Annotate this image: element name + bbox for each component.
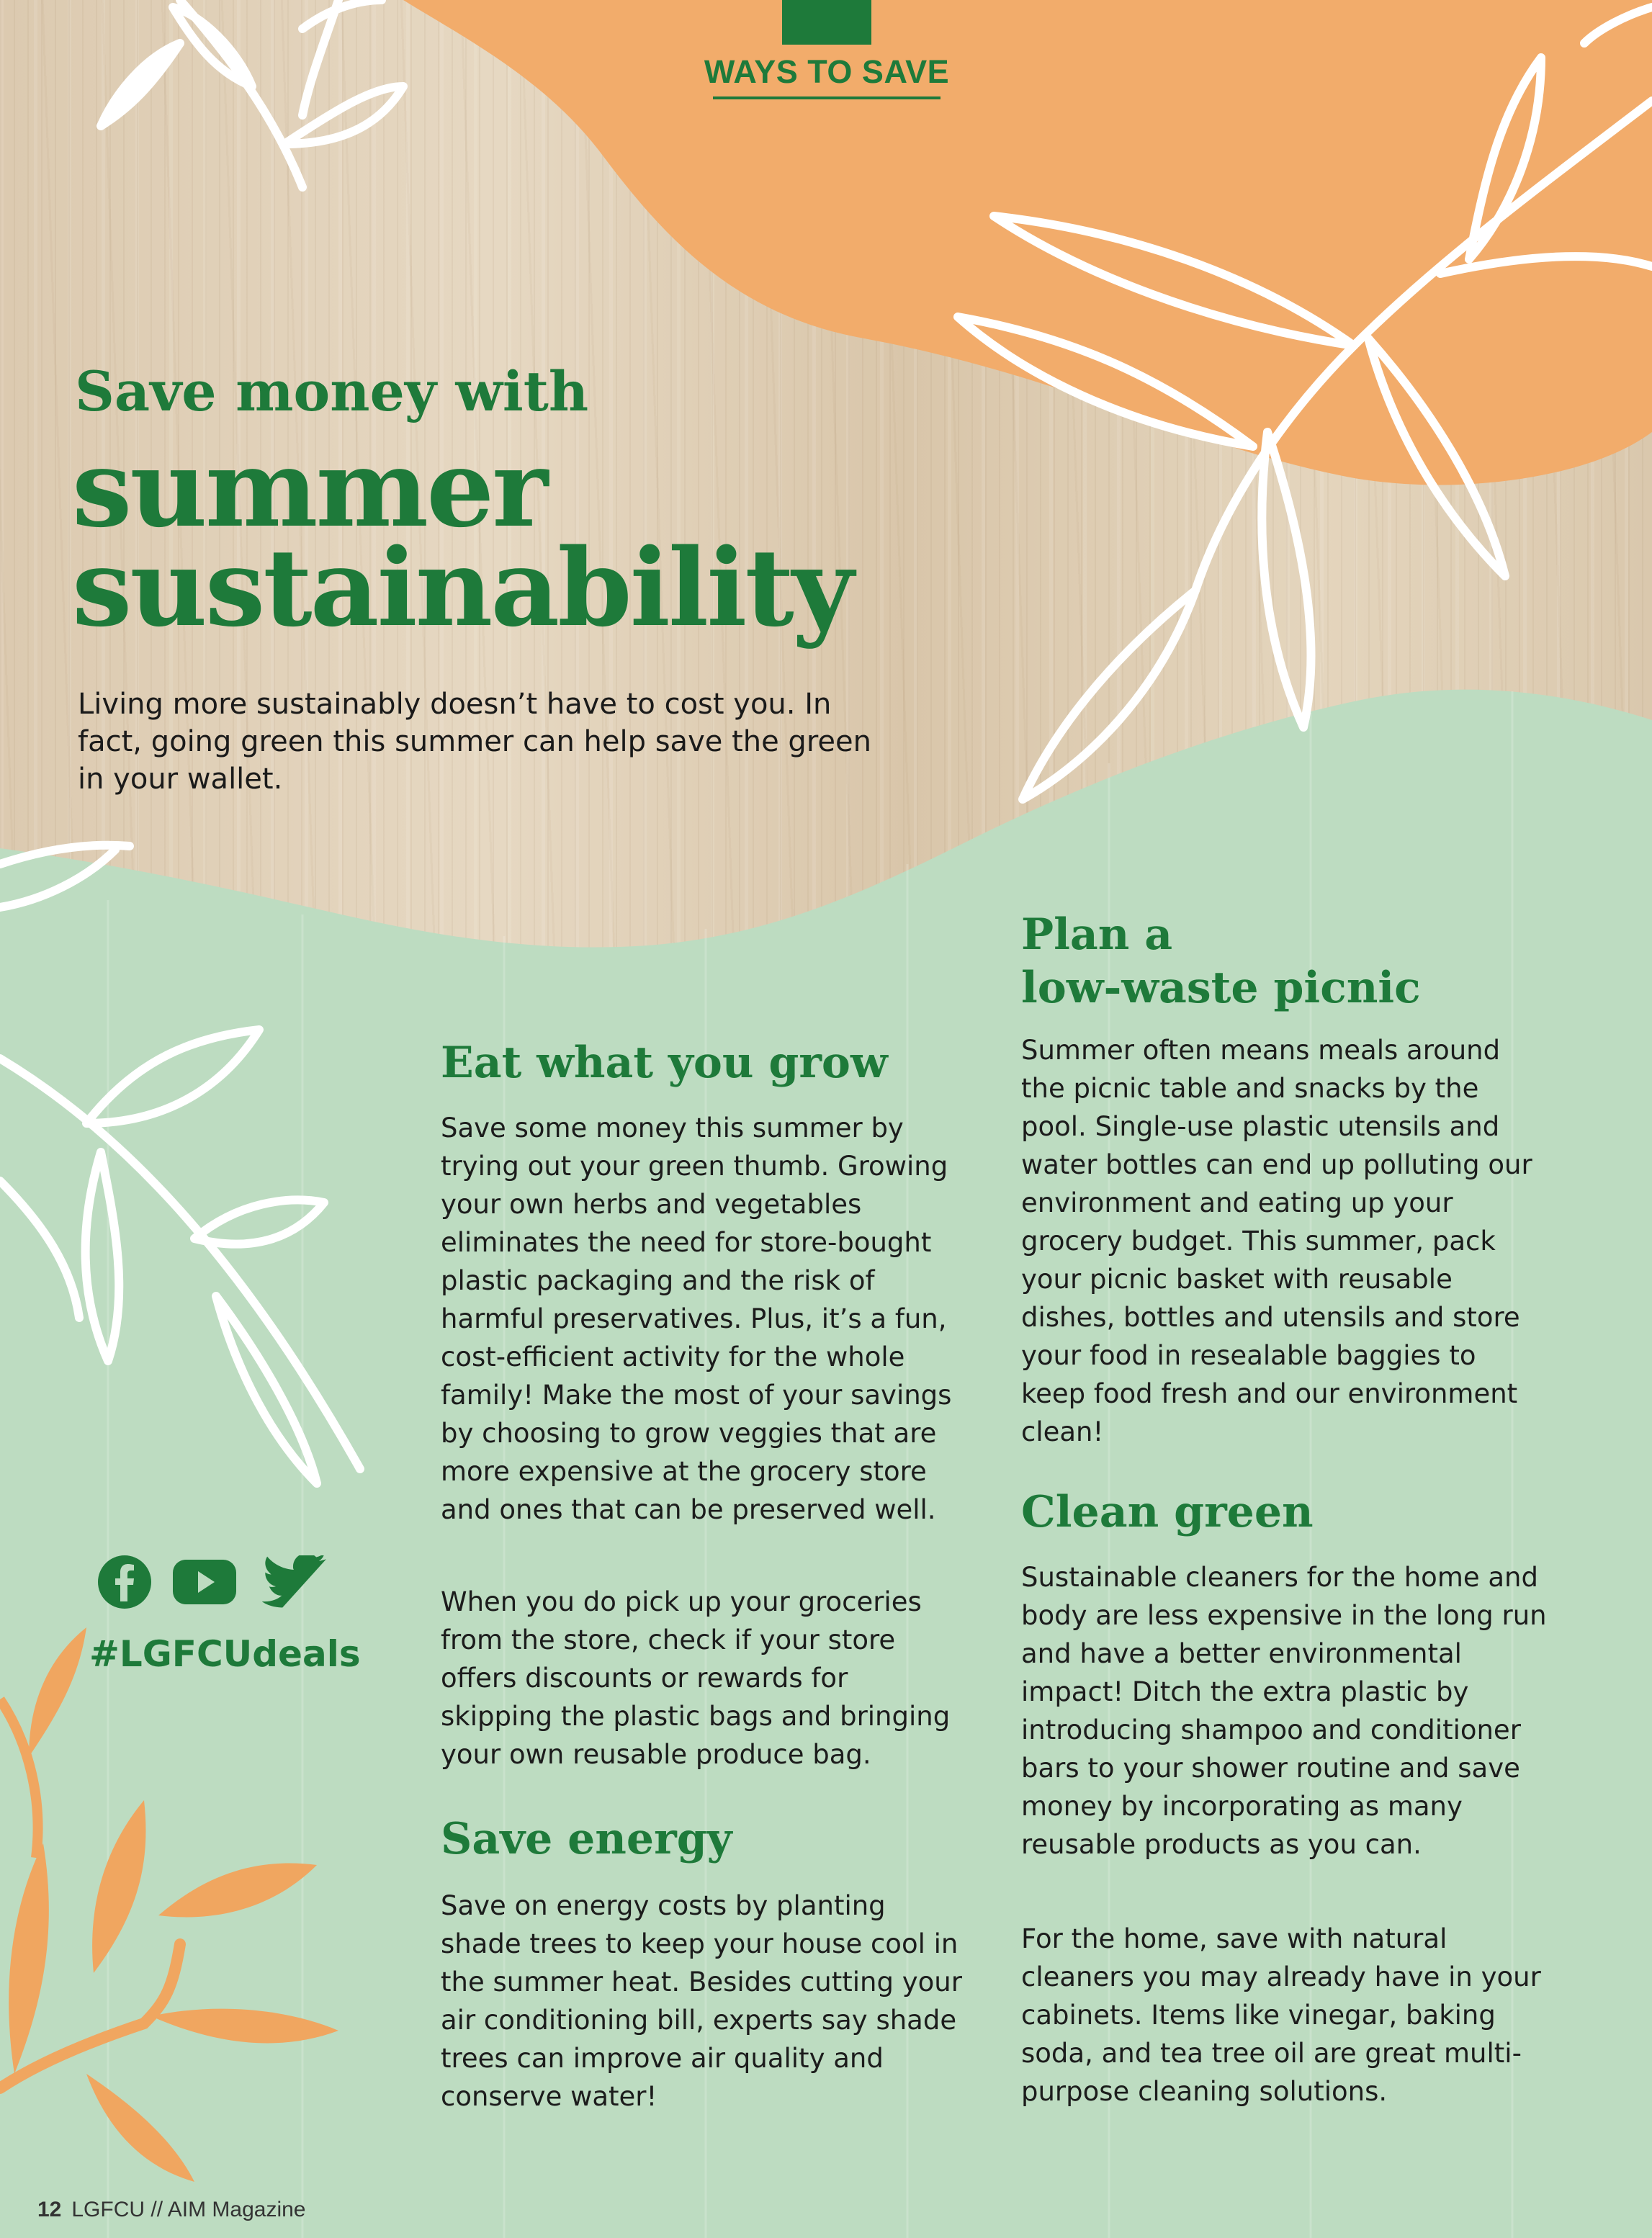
- page-number: 12: [37, 2198, 62, 2221]
- facebook-icon[interactable]: [96, 1554, 153, 1610]
- title-line2: summer: [72, 426, 547, 551]
- picnic-paragraph: Summer often means meals around the picnic table and snacks by the pool. Single-use plastic utensils and water bottles can end up polluting our environment and eating up your grocery budget. This summer, pack your picnic basket with reusable dishes, bottles and utensils and store your food in resealable baggies to keep food fresh and our environment clean!: [1021, 1035, 1532, 1447]
- section-heading-save-energy: Save energy: [441, 1814, 732, 1864]
- clean-green-paragraph-1: Sustainable cleaners for the home and body are less expensive in the long run and have a better environmental impact! Ditch the extra plastic by introducing shampoo and conditioner bars to your shower routine and save money by incorporating as many reusable products as you can.: [1021, 1562, 1547, 1860]
- clean-green-paragraph-2: For the home, save with natural cleaners you may already have in your cabinets. Items like vinegar, baking soda, and tea tree oil are great multi-purpose cleaning solutions.: [1021, 1923, 1541, 2107]
- header-tab: [782, 0, 871, 45]
- section-heading-plan-a: Plan a: [1021, 909, 1173, 960]
- publication-name: LGFCU // AIM Magazine: [71, 2198, 306, 2221]
- twitter-icon[interactable]: [262, 1555, 327, 1612]
- section-heading-clean-green: Clean green: [1021, 1487, 1314, 1537]
- eat-what-you-grow-paragraph-1: Save some money this summer by trying out your green thumb. Growing your own herbs and vegetables eliminates the need for store-bought plastic packaging and the risk of harmful preservatives. Plus, it’s a fun, cost-efficient activity for the whole family! Make the most of your savings by choosing to grow veggies that are more expensive at the grocery store and ones that can be preserved well.: [441, 1113, 952, 1525]
- title-line3: sustainability: [72, 525, 852, 650]
- leaf-outline-topleft: [101, 0, 403, 187]
- save-energy-paragraph: Save on energy costs by planting shade trees to keep your house cool in the summer heat. Besides cutting your air conditioning bill, experts say shade trees can improve air quality and conserve water!: [441, 1890, 962, 2112]
- section-heading-eat-what-you-grow: Eat what you grow: [441, 1038, 888, 1088]
- hashtag[interactable]: #LGFCUdeals: [89, 1633, 361, 1675]
- section-heading-low-waste-picnic: low-waste picnic: [1021, 963, 1421, 1013]
- title-line1: Save money with: [75, 359, 589, 423]
- page-footer: [37, 2198, 305, 2222]
- intro-paragraph: Living more sustainably doesn’t have to cost you. In fact, going green this summer can help save the green in your wallet.: [78, 688, 871, 796]
- section-underline: [713, 96, 941, 99]
- eat-what-you-grow-paragraph-2: When you do pick up your groceries from the store, check if your store offers discounts or rewards for skipping the plastic bags and bringing your own reusable produce bag.: [441, 1586, 951, 1770]
- youtube-icon[interactable]: [171, 1554, 238, 1610]
- section-label: WAYS TO SAVE: [704, 53, 950, 90]
